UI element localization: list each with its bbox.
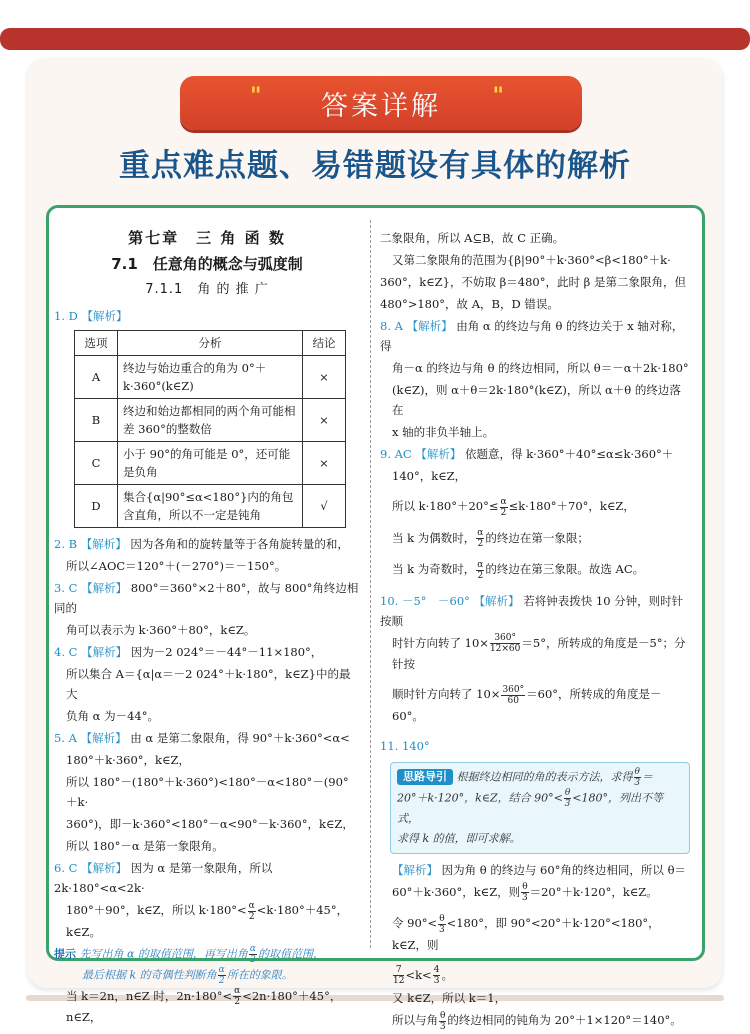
fraction-numerator: α	[249, 943, 256, 954]
answer-text	[380, 684, 690, 726]
answer-number: 1. D	[54, 309, 78, 323]
answer-8	[380, 316, 690, 356]
answer-text: 又第二象限角的范围为{β|90°＋k·360°<β<180°＋k·	[392, 253, 671, 267]
text-fragment: 所以与角	[392, 1013, 438, 1027]
fraction	[433, 965, 441, 986]
fraction	[500, 497, 508, 518]
answer-9	[380, 444, 690, 464]
answer-5	[54, 728, 360, 748]
text-fragment: <k·180°＋45°，k∈Z。	[66, 903, 349, 939]
answer-number: 10. －5° －60°	[380, 593, 470, 608]
answer-text: 因为各角和的旋转量等于各角旋转量的和，	[130, 537, 349, 551]
table-cell: 终边和始边都相同的两个角可能相差 360°的整数倍	[118, 399, 303, 442]
answer-number: 3. C	[54, 581, 78, 595]
answer-text	[380, 965, 690, 987]
answer-4	[54, 642, 360, 662]
answer-text: 二象限角，所以 A⊆B，故 C 正确。	[380, 231, 565, 245]
fraction	[501, 685, 525, 706]
fraction	[393, 965, 404, 986]
answer-text: 角可以表示为 k·360°＋80°，k∈Z。	[66, 623, 256, 637]
answer-number: 4. C	[54, 645, 78, 659]
fraction-numerator: α	[477, 559, 484, 570]
fraction	[476, 528, 484, 549]
text-fragment: 的终边相同的钝角为 20°＋1×120°＝140°。	[447, 1013, 682, 1027]
fraction-numerator: θ	[564, 787, 571, 798]
fraction	[490, 633, 520, 654]
quote-mark-right: "	[492, 84, 504, 109]
answer-text	[380, 559, 690, 581]
table-cell: ×	[303, 399, 346, 442]
fraction-denominator: 2	[500, 507, 507, 518]
text-fragment: <k<	[405, 967, 432, 982]
answer-text: 所以集合 A＝{α|α＝－2 024°＋k·180°，k∈Z}中的最大	[66, 667, 351, 701]
answer-text: 800°＝360°×2＋80°，故与 800°角终边相同的	[54, 581, 359, 615]
answer-text: 若将钟表拨快 10 分钟，则时针按顺	[380, 593, 684, 628]
subsection-title: 7.1.1 角 的 推 广	[145, 282, 269, 297]
answer-10	[380, 591, 690, 631]
fraction-denominator: 3	[439, 924, 445, 935]
hint-keyword: 提示	[54, 947, 76, 960]
text-fragment: <2n·180°＋45°，n∈Z，	[66, 988, 342, 1024]
answer-text: 180°＋k·360°，k∈Z，	[66, 753, 190, 767]
answer-number: 8. A	[380, 319, 403, 333]
answer-text: x 轴的非负半轴上。	[392, 425, 495, 439]
fraction-denominator: 2	[477, 570, 484, 581]
table-cell: 集合{α|90°≤α<180°}内的角包含直角，所以不一定是钝角	[118, 485, 303, 528]
text-fragment: <180°，即 90°<20°＋k·120°<180°，k∈Z，则	[392, 916, 660, 952]
fraction-numerator: θ	[522, 882, 528, 892]
text-fragment: 60°＋k·360°，k∈Z，则	[392, 884, 521, 899]
answer-1	[54, 306, 360, 326]
answer-text	[380, 882, 690, 904]
answer-text: 360°)，即－k·360°<180°－α<90°－k·360°，k∈Z，	[66, 817, 354, 831]
answer-text: 所以∠AOC＝120°＋(－270°)＝－150°。	[66, 559, 287, 573]
table-cell: D	[75, 485, 118, 528]
top-decorative-bar	[0, 28, 750, 50]
table-cell: √	[303, 485, 346, 528]
text-fragment: 令 90°<	[392, 916, 438, 930]
quote-mark-left: "	[250, 84, 262, 109]
fraction-denominator: 2	[477, 539, 484, 549]
fraction	[439, 1011, 446, 1032]
text-fragment: 当 k＝2n，n∈Z 时，2n·180°<	[66, 988, 233, 1003]
text-fragment: 所在的象限。	[226, 968, 293, 981]
answer-number: 6. C	[54, 861, 78, 875]
fraction-numerator: α	[500, 496, 507, 507]
fraction-numerator: α	[234, 986, 241, 996]
answer-number: 2. B	[54, 537, 78, 551]
answer-text	[380, 860, 690, 880]
text-fragment: 。	[441, 967, 453, 982]
fraction	[248, 901, 256, 922]
fraction-denominator: 2	[234, 997, 241, 1007]
answer-3	[54, 578, 360, 618]
answer-text	[54, 900, 360, 942]
answer-text: 360°，k∈Z}，不妨取 β＝480°，此时 β 是第二象限角，但	[380, 275, 686, 289]
fraction	[249, 944, 257, 965]
lesson-title: 7.1 任意角的概念与弧度制	[111, 255, 303, 273]
answer-text: (k∈Z)，则 α＋θ＝2k·180°(k∈Z)，所以 α＋θ 的终边落在	[392, 383, 681, 417]
table-cell: C	[75, 442, 118, 485]
table-header: 选项	[75, 331, 118, 356]
answer-text	[380, 496, 690, 518]
answer-text: 所以 180°－α 是第一象限角。	[66, 839, 224, 853]
analysis-tag: 【解析】	[406, 319, 453, 333]
fraction-denominator: 3	[564, 798, 571, 809]
page-subtitle: 重点难点题、易错题设有具体的解析	[119, 148, 631, 184]
answer-text: 所以 180°－(180°＋k·360°)<180°－α<180°－(90°＋k·	[66, 775, 349, 809]
fraction-numerator: α	[218, 964, 225, 975]
analysis-tag: 【解析】	[415, 447, 462, 461]
text-fragment: <180°，列出不等式，	[397, 791, 663, 825]
text-fragment: 顺时针方向转了 10×	[392, 687, 501, 701]
fraction-numerator: 360°	[490, 633, 520, 644]
thinking-guide-badge: 思路导引	[397, 769, 453, 785]
fraction	[476, 560, 484, 581]
table-cell: 小于 90°的角可能是 0°，还可能是负角	[118, 442, 303, 485]
fraction-numerator: α	[477, 528, 484, 538]
fraction-denominator: 3	[439, 1021, 446, 1032]
fraction-denominator: 2	[250, 954, 256, 965]
text-fragment: 先写出角 α 的取值范围，再写出角	[79, 947, 248, 960]
answer-text: 因为 α 是第一象限角，所以 2k·180°<α<2k·	[54, 861, 273, 895]
text-fragment: 因为角 θ 的终边与 60°角的终边相同，所以 θ＝	[441, 862, 687, 877]
analysis-table	[74, 330, 346, 528]
fraction-numerator: 4	[433, 965, 440, 975]
text-fragment: 最后根据 k 的奇偶性判断角	[82, 968, 217, 981]
answer-6	[54, 858, 360, 898]
fraction-numerator: 7	[393, 965, 404, 976]
answer-text: 角－α 的终边与角 θ 的终边相同，所以 θ＝－α＋2k·180°	[392, 361, 689, 375]
text-fragment: 的终边在第三象限。故选 AC。	[485, 562, 645, 576]
answer-11	[380, 736, 690, 756]
answer-number: 5. A	[54, 731, 77, 745]
title-banner	[180, 76, 582, 130]
answer-text: 由 α 是第二象限角，得 90°＋k·360°<α<	[130, 731, 350, 745]
fraction	[634, 767, 641, 788]
answer-text: 由角 α 的终边与角 θ 的终边关于 x 轴对称，得	[380, 319, 684, 353]
table-cell: ×	[303, 442, 346, 485]
text-fragment: 的取值范围，	[258, 947, 324, 960]
answer-text	[380, 913, 690, 955]
table-row	[75, 485, 346, 528]
table-header: 结论	[303, 331, 346, 356]
hint-note-line2	[54, 965, 360, 986]
answer-text: 480°>180°，故 A，B，D 错误。	[380, 297, 559, 311]
fraction	[564, 788, 571, 809]
hint-note	[54, 944, 360, 965]
answer-text: 依题意，得 k·360°＋40°≤α≤k·360°＋	[465, 447, 674, 461]
text-fragment: 当 k 为奇数时，	[392, 562, 476, 576]
fraction-denominator: 60	[507, 695, 519, 706]
table-cell: A	[75, 356, 118, 399]
table-cell: 终边与始边重合的角为 0°＋k·360°(k∈Z)	[118, 356, 303, 399]
answer-text: 负角 α 为－44°。	[66, 709, 159, 723]
fraction-denominator: 12×60	[489, 644, 521, 654]
analysis-tag: 【解析】	[80, 731, 127, 745]
answer-text	[380, 633, 690, 675]
text-fragment: 20°＋k·120°，k∈Z，结合 90°<	[397, 791, 563, 804]
answer-2	[54, 534, 360, 554]
answer-text	[380, 528, 690, 550]
text-fragment: 当 k 为偶数时，	[392, 530, 476, 545]
fraction-numerator: θ	[634, 766, 640, 777]
text-fragment: 求得 k 的值，即可求解。	[397, 831, 521, 845]
table-cell: B	[75, 399, 118, 442]
thinking-guide-box	[390, 762, 690, 854]
fraction-numerator: θ	[439, 913, 445, 924]
fraction-denominator: 12	[393, 976, 405, 986]
table-row	[75, 442, 346, 485]
table-row	[75, 356, 346, 399]
answer-text: 因为－2 024°＝－44°－11×180°，	[130, 645, 323, 659]
text-fragment: 的终边在第一象限；	[485, 530, 589, 545]
analysis-tag: 【解析】	[81, 645, 128, 659]
text-fragment: ＝5°，所转成的角度是－5°；分针按	[392, 635, 686, 671]
text-fragment: ＝60°，所转成的角度是－60°。	[392, 687, 662, 723]
analysis-tag: 【解析】	[81, 861, 128, 875]
fraction-numerator: α	[248, 900, 255, 911]
fraction-denominator: 3	[522, 893, 528, 903]
fraction	[218, 965, 226, 986]
right-column	[380, 228, 690, 1034]
text-fragment: 时针方向转了 10×	[392, 635, 489, 650]
fraction-denominator: 3	[634, 777, 641, 788]
analysis-tag: 【解析】	[80, 537, 127, 551]
table-cell: ×	[303, 356, 346, 399]
fraction-denominator: 3	[433, 976, 440, 986]
fraction	[233, 986, 241, 1007]
fraction-denominator: 2	[248, 911, 255, 922]
analysis-tag: 【解析】	[473, 593, 520, 608]
text-fragment: 根据终边相同的角的表示方法，求得	[456, 770, 633, 783]
answer-text: 又 k∈Z，所以 k＝1，	[392, 991, 507, 1005]
text-fragment: 所以 k·180°＋20°≤	[392, 499, 499, 513]
banner-title: 答案详解	[321, 91, 441, 122]
analysis-tag: 【解析】	[392, 862, 438, 877]
fraction-numerator: θ	[440, 1010, 446, 1021]
text-fragment: ≤k·180°＋70°，k∈Z，	[508, 499, 635, 513]
left-column	[54, 228, 360, 1029]
analysis-tag: 【解析】	[81, 581, 128, 595]
table-row	[75, 399, 346, 442]
chapter-title: 第七章 三 角 函 数	[128, 229, 286, 247]
fraction	[438, 914, 445, 935]
analysis-tag: 【解析】	[81, 309, 128, 323]
answer-number: 11. 140°	[380, 738, 430, 753]
answer-number: 9. AC	[380, 447, 412, 461]
fraction-numerator: 360°	[502, 684, 525, 695]
fraction-denominator: 2	[218, 975, 225, 986]
text-fragment: 180°＋90°，k∈Z，所以 k·180°<	[66, 903, 247, 917]
fraction	[521, 882, 528, 903]
answer-text: 140°，k∈Z，	[392, 469, 467, 483]
text-fragment: ＝	[641, 770, 653, 783]
column-divider	[370, 220, 371, 948]
text-fragment: ＝20°＋k·120°，k∈Z。	[529, 884, 658, 899]
table-header: 分析	[118, 331, 303, 356]
